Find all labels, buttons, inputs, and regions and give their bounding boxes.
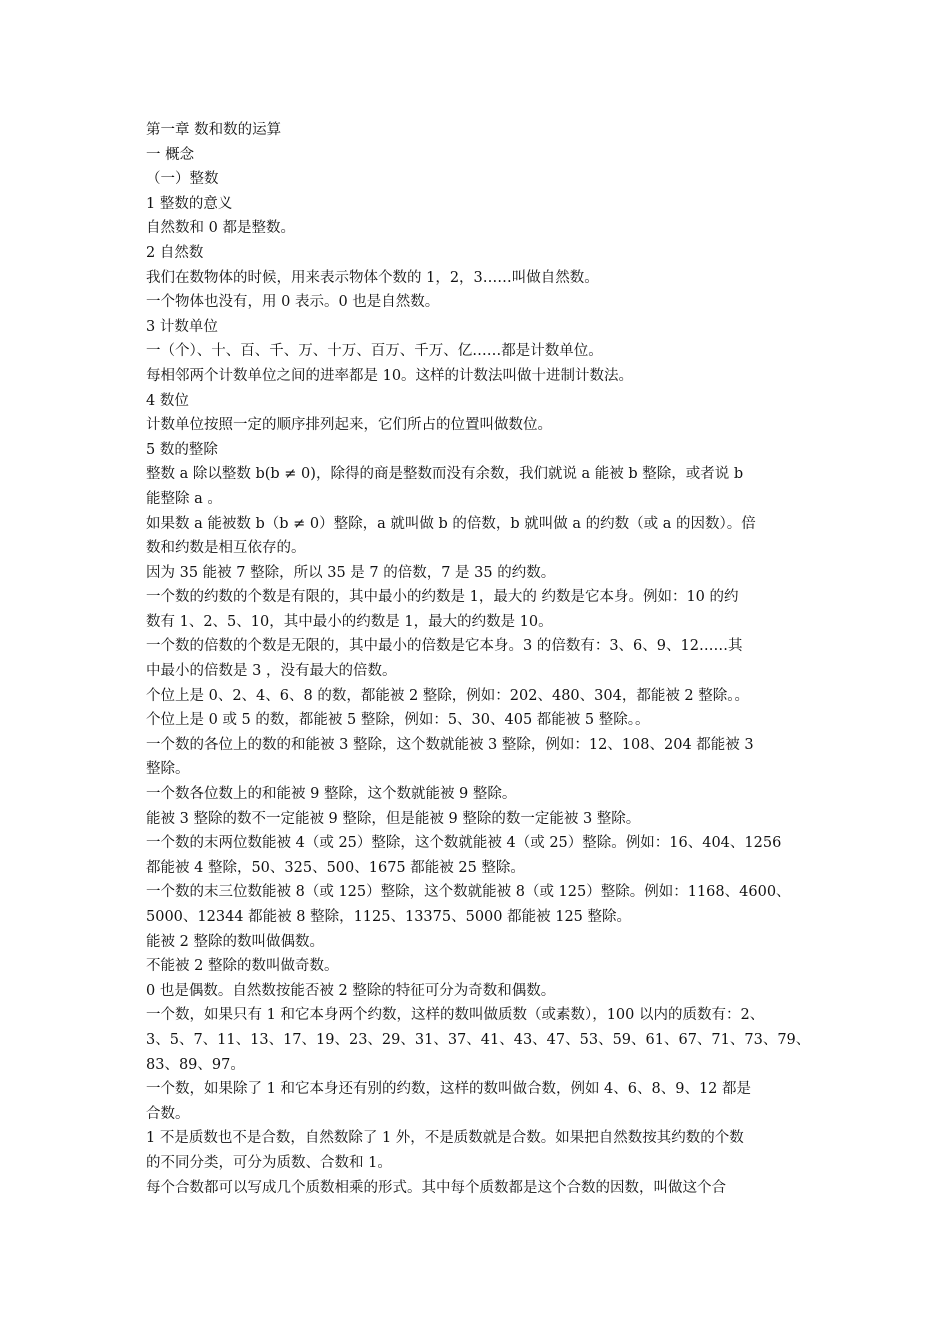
item-heading: 1 整数的意义	[146, 195, 233, 212]
paragraph-line: 一个数的倍数的个数是无限的，其中最小的倍数是它本身。3 的倍数有：3、6、9、12……其	[146, 638, 743, 655]
paragraph-line: 如果数 a 能被数 b（b ≠ 0）整除，a 就叫做 b 的倍数，b 就叫做 a 的约数（或 a 的因数）。倍	[146, 515, 756, 532]
paragraph-line: 个位上是 0、2、4、6、8 的数，都能被 2 整除，例如：202、480、304，都能被 2 整除。。	[146, 687, 750, 704]
paragraph-line: 因为 35 能被 7 整除，所以 35 是 7 的倍数，7 是 35 的约数。	[146, 564, 556, 581]
paragraph-line: 5000、12344 都能被 8 整除，1125、13375、5000 都能被 125 整除。	[146, 909, 632, 925]
paragraph-line: 能被 2 整除的数叫做偶数。	[146, 933, 324, 950]
paragraph-line: 一个数的末两位数能被 4（或 25）整除，这个数就能被 4（或 25）整除。例如：16、404、1256	[146, 835, 782, 852]
document-body	[146, 118, 822, 1200]
paragraph-line: 1 不是质数也不是合数，自然数除了 1 外，不是质数就是合数。如果把自然数按其约数的个数	[146, 1130, 744, 1147]
paragraph-line: 一个数，如果除了 1 和它本身还有别的约数，这样的数叫做合数，例如 4、6、8、9、12 都是	[146, 1081, 752, 1098]
paragraph-line: 一个数的末三位数能被 8（或 125）整除，这个数就能被 8（或 125）整除。例如：1168、4600、	[146, 884, 791, 901]
paragraph-line: 一（个）、十、百、千、万、十万、百万、千万、亿……都是计数单位。	[146, 343, 603, 360]
paragraph-line: 我们在数物体的时候，用来表示物体个数的 1，2，3……叫做自然数。	[146, 269, 599, 286]
paragraph-line: 计数单位按照一定的顺序排列起来，它们所占的位置叫做数位。	[146, 417, 552, 434]
paragraph-line: 都能被 4 整除，50、325、500、1675 都能被 25 整除。	[146, 859, 525, 876]
item-heading: 4 数位	[146, 392, 189, 409]
paragraph-line: 一个数，如果只有 1 和它本身两个约数，这样的数叫做质数（或素数），100 以内的质数有：2、	[146, 1007, 765, 1024]
paragraph-line: 0 也是偶数。自然数按能否被 2 整除的特征可分为奇数和偶数。	[146, 982, 556, 999]
paragraph-line: 能整除 a 。	[146, 490, 222, 507]
paragraph-line: 自然数和 0 都是整数。	[146, 220, 295, 237]
subsection-heading: （一）整数	[146, 171, 219, 188]
paragraph-line: 83、89、97。	[146, 1056, 245, 1073]
paragraph-line: 的不同分类，可分为质数、合数和 1。	[146, 1154, 392, 1171]
item-heading: 3 计数单位	[146, 318, 218, 335]
section-heading: 一 概念	[146, 146, 195, 163]
chapter-title: 第一章 数和数的运算	[146, 122, 282, 138]
paragraph-line: 不能被 2 整除的数叫做奇数。	[146, 958, 339, 975]
paragraph-line: 数有 1、2、5、10，其中最小的约数是 1，最大的约数是 10。	[146, 613, 553, 630]
paragraph-line: 整数 a 除以整数 b(b ≠ 0)，除得的商是整数而没有余数，我们就说 a 能被 b 整除，或者说 b	[146, 466, 744, 483]
paragraph-line: 每个合数都可以写成几个质数相乘的形式。其中每个质数都是这个合数的因数，叫做这个合	[146, 1179, 726, 1196]
paragraph-line: 中最小的倍数是 3 ，没有最大的倍数。	[146, 663, 397, 680]
item-heading: 2 自然数	[146, 244, 204, 261]
paragraph-line: 一个数的各位上的数的和能被 3 整除，这个数就能被 3 整除，例如：12、108、204 都能被 3	[146, 736, 754, 753]
paragraph-line: 数和约数是相互依存的。	[146, 540, 306, 557]
paragraph-line: 一个数各位数上的和能被 9 整除，这个数就能被 9 整除。	[146, 786, 517, 803]
paragraph-line: 一个物体也没有，用 0 表示。0 也是自然数。	[146, 294, 440, 311]
paragraph-line: 整除。	[146, 761, 190, 778]
paragraph-line: 个位上是 0 或 5 的数，都能被 5 整除，例如：5、30、405 都能被 5 整除。。	[146, 712, 650, 729]
paragraph-line: 合数。	[146, 1105, 190, 1122]
paragraph-line: 3、5、7、11、13、17、19、23、29、31、37、41、43、47、53、59、61、67、71、73、79、	[146, 1031, 811, 1048]
item-heading: 5 数的整除	[146, 441, 218, 458]
paragraph-line: 能被 3 整除的数不一定能被 9 整除，但是能被 9 整除的数一定能被 3 整除。	[146, 810, 641, 827]
paragraph-line: 每相邻两个计数单位之间的进率都是 10。这样的计数法叫做十进制计数法。	[146, 367, 634, 384]
paragraph-line: 一个数的约数的个数是有限的，其中最小的约数是 1，最大的 约数是它本身。例如：10 的约	[146, 589, 739, 606]
